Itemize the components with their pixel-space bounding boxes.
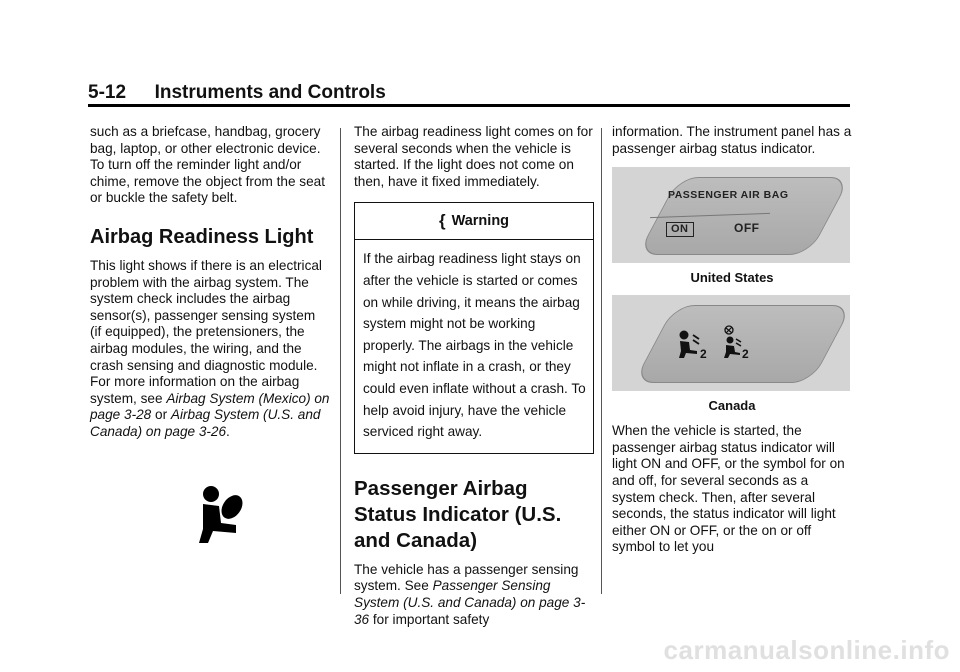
column-divider-1	[340, 128, 341, 594]
column-3	[612, 124, 852, 556]
svg-text:2: 2	[700, 347, 707, 360]
us-figure-caption: United States	[690, 270, 774, 286]
column-2	[354, 124, 594, 628]
col1-paragraph-1: such as a briefcase, handbag, grocery bag, laptop, or other electronic device. To turn off the reminder light and/or chime, remove the object from the seat or buckle the safety belt.	[90, 124, 325, 206]
warning-header	[355, 203, 593, 240]
col3-paragraph-1: information. The instrument panel has a passenger airbag status indicator.	[612, 124, 852, 156]
col2-paragraph-1: The airbag readiness light comes on for several seconds when the vehicle is started. If the light does not come on then, have it fixed immediately.	[354, 124, 593, 189]
col2-paragraph-2: The vehicle has a passenger sensing system. See Passenger Sensing System (U.S. and Canada) on page 3-36 for important safety	[354, 561, 586, 627]
canada-indicator-figure	[612, 295, 850, 391]
cross-reference-link[interactable]: Passenger Sensing System (U.S. and Canada) on page 3-36	[354, 578, 586, 627]
watermark: carmanualsonline.info	[663, 635, 950, 665]
warning-body: If the airbag readiness light stays on after the vehicle is started or comes on while driving, it means the airbag system might not be working properly. The airbags in the vehicle might not inflate in a crash, or they could even inflate without a crash. To help avoid injury, have the vehicle serviced right away.	[363, 251, 586, 440]
passenger-airbag-heading: Passenger Airbag Status Indicator (U.S. and Canada)	[354, 476, 562, 552]
warning-box	[354, 202, 594, 453]
section-title: Instruments and Controls	[154, 82, 386, 103]
passenger-airbag-on-icon	[678, 329, 712, 359]
us-indicator-on: ON	[666, 222, 694, 237]
column-1	[90, 124, 330, 545]
col1-paragraph-2: This light shows if there is an electrical problem with the airbag system. The system check includes the airbag sensor(s), passenger sensing system (if equipped), the pretensioners, the airbag modules, the wiring, and the crash sensing and diagnostic module. For more information on the airbag system, see Airbag System (Mexico) on page 3-28 or Airbag System (U.S. and Canada) on page 3-26.	[90, 257, 330, 439]
cross-reference-link[interactable]: Airbag System (U.S. and Canada) on page 3-26	[90, 407, 321, 439]
passenger-airbag-off-icon	[722, 325, 756, 359]
column-divider-2	[601, 128, 602, 594]
col3-paragraph-2: When the vehicle is started, the passenger airbag status indicator will light ON and OFF, or the symbol for on and off, for several seconds as a system check. Then, after several seconds, the status indicator will light either ON or OFF, or the on or off symbol to let you	[612, 423, 845, 555]
airbag-readiness-heading: Airbag Readiness Light	[90, 225, 314, 248]
us-indicator-off: OFF	[734, 221, 760, 236]
airbag-readiness-icon	[198, 485, 248, 545]
us-indicator-label: PASSENGER AIR BAG	[668, 189, 789, 202]
us-indicator-figure	[612, 167, 850, 263]
warning-title: Warning	[451, 213, 510, 230]
canada-figure-caption: Canada	[708, 398, 756, 414]
page-header	[88, 82, 386, 104]
cross-reference-link[interactable]: Airbag System (Mexico) on page 3-28	[90, 390, 330, 423]
svg-text:2: 2	[742, 347, 749, 360]
warning-icon: {	[438, 211, 446, 231]
header-rule	[88, 104, 850, 107]
page-number: 5-12	[88, 82, 127, 103]
